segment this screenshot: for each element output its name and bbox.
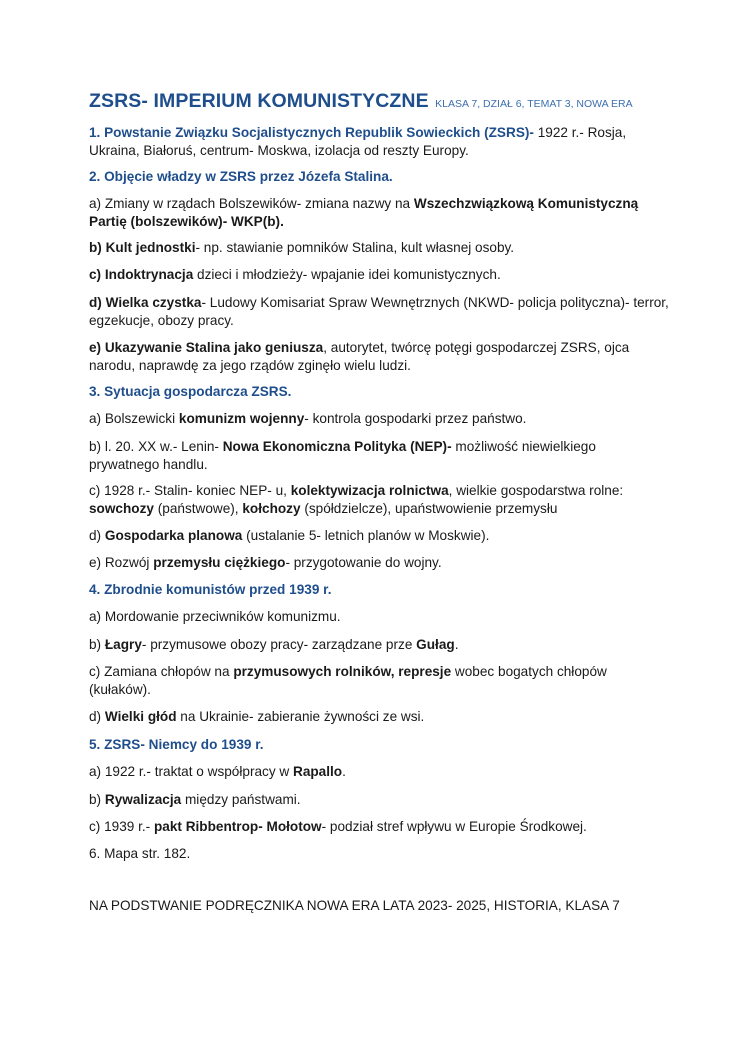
section-1 [89,124,669,160]
item-bold: Nowa Ekonomiczna Polityka (NEP)- [222,439,452,454]
section-5-item-six: 6. Mapa str. 182. [89,846,191,861]
item-text: d) [89,528,105,543]
section-3-heading: 3. Sytuacja gospodarcza ZSRS. [89,384,292,399]
section-3-item-c [89,482,669,518]
item-bold: c) Indoktrynacja [89,267,194,282]
item-text: dzieci i młodzieży- wpajanie idei komunistycznych. [193,267,501,282]
item-bold: kołchozy [242,501,301,516]
section-4-heading: 4. Zbrodnie komunistów przed 1939 r. [89,582,332,597]
section-3-item-e [89,554,669,572]
item-bold: Rapallo [293,764,343,779]
item-bold: pakt Ribbentrop- Mołotow [153,819,322,834]
item-bold: d) Wielka czystka [89,295,202,310]
item-text: , autorytet, twórcę potęgi gospodarczej ZSRS, ojca narodu, naprawdę za jego rządów zginęło wielu ludzi. [89,340,630,373]
section-2-heading: 2. Objęcie władzy w ZSRS przez Józefa Stalina. [89,169,393,184]
item-bold: komunizm wojenny [178,411,305,426]
item-text: d) [89,709,105,724]
item-bold: kolektywizacja rolnictwa [290,483,449,498]
item-text: b) l. 20. XX w.- Lenin- [89,439,223,454]
item-bold: przemysłu ciężkiego [153,555,286,570]
item-text: . [454,637,459,652]
item-text: a) Zmiany w rządach Bolszewików- zmiana nazwy na [89,196,414,211]
section-4-item-a: a) Mordowanie przeciwników komunizmu. [89,609,341,624]
item-bold: Łagry [104,637,142,652]
item-bold: sowchozy [89,501,154,516]
item-text: . [342,764,346,779]
section-4-item-c [89,663,669,699]
item-text: - Ludowy Komisariat Spraw Wewnętrznych (NKWD- policja polityczna)- terror, egzekucje, obozy pracy. [89,295,669,328]
section-3-item-d [89,527,669,545]
section-2-item-e [89,339,669,375]
section-1-text: 1922 r.- Rosja, Ukraina, Białoruś, centrum- Moskwa, izolacja od reszty Europy. [89,125,627,158]
item-text: (spółdzielcze), upaństwowienie przemysłu [300,501,558,516]
item-text: między państwami. [181,792,301,807]
item-text: - kontrola gospodarki przez państwo. [304,411,527,426]
item-bold: Gospodarka planowa [104,528,243,543]
item-text: , wielkie gospodarstwa rolne: [448,483,624,498]
item-bold: e) Ukazywanie Stalina jako geniusza [89,340,324,355]
section-5-item-b [89,791,669,809]
page-subtitle: KLASA 7, DZIAŁ 6, TEMAT 3, NOWA ERA [435,98,633,110]
section-3-item-a [89,410,669,428]
footer-note: NA PODSTWANIE PODRĘCZNIKA NOWA ERA LATA 2023- 2025, HISTORIA, KLASA 7 [89,898,620,913]
item-text: - przygotowanie do wojny. [285,555,442,570]
item-text: możliwość niewielkiego prywatnego handlu. [89,439,596,472]
page-title: ZSRS- IMPERIUM KOMUNISTYCZNE [89,90,429,112]
item-text: c) 1939 r.- [89,819,154,834]
item-bold: przymusowych rolników, represje [233,664,452,679]
item-text: - podział stref wpływu w Europie Środkowej. [321,819,587,834]
item-text: - przymusowe obozy pracy- zarządzane prze [141,637,417,652]
item-bold: b) Kult jednostki [89,240,196,255]
section-3-item-b [89,438,669,474]
item-text: - np. stawianie pomników Stalina, kult własnej osoby. [195,240,515,255]
title-row [89,90,633,113]
item-text: b) [89,792,105,807]
item-bold: Rywalizacja [104,792,182,807]
section-2-item-d [89,294,669,330]
section-2-item-a [89,195,669,231]
item-text: a) Bolszewicki [89,411,179,426]
item-text: (państwowe), [153,501,243,516]
section-5-heading: 5. ZSRS- Niemcy do 1939 r. [89,737,264,752]
item-bold: Wielki głód [104,709,177,724]
section-2-item-c [89,266,669,284]
item-text: b) [89,637,105,652]
item-text: a) 1922 r.- traktat o współpracy w [89,764,293,779]
item-text: wobec bogatych chłopów (kułaków). [89,664,607,697]
item-bold: Gułag [416,637,455,652]
item-text: c) Zamiana chłopów na [89,664,234,679]
section-4-item-b [89,636,669,654]
item-bold: Wszechzwiązkową Komunistyczną Partię (bolszewików)- WKP(b). [89,196,639,229]
section-5-item-a [89,763,669,781]
item-text: (ustalanie 5- letnich planów w Moskwie). [242,528,490,543]
item-text: e) Rozwój [89,555,154,570]
section-4-item-d [89,708,669,726]
section-1-heading: 1. Powstanie Związku Socjalistycznych Republik Sowieckich (ZSRS)- [89,125,534,140]
section-2-item-b [89,239,669,257]
item-text: na Ukrainie- zabieranie żywności ze wsi. [176,709,425,724]
item-text: c) 1928 r.- Stalin- koniec NEP- u, [89,483,291,498]
section-5-item-c [89,818,669,836]
